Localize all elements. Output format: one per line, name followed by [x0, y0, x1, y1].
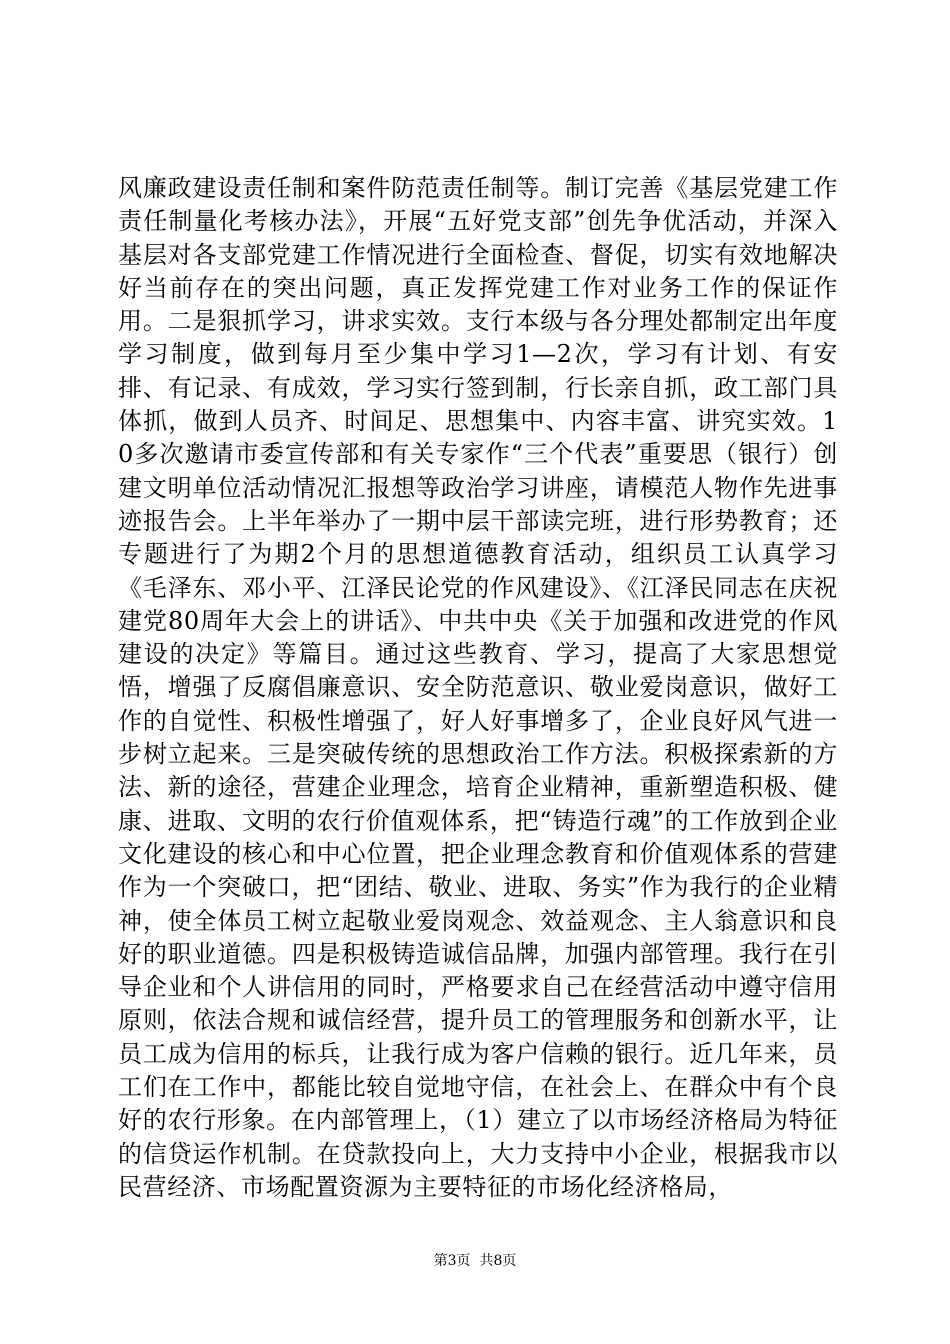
page-number-footer: 第3页 共8页	[433, 1253, 517, 1269]
body-paragraph: 风廉政建设责任制和案件防范责任制等。制订完善《基层党建工作责任制量化考核办法》，开展“五好党支部”创先争优活动，并深入基层对各支部党建工作情况进行全面检查、督促，切实有效地解决好当前存在的突出问题，真正发挥党建工作对业务工作的保证作用。二是狠抓学习，讲求实效。支行本级与各分理处都制定出年度学习制度，做到每月至少集中学习1—2次，学习有计划、有安排、有记录、有成效，学习实行签到制，行长亲自抓，政工部门具体抓，做到人员齐、时间足、思想集中、内容丰富、讲究实效。10多次邀请市委宣传部和有关专家作“三个代表”重要思（银行）创建文明单位活动情况汇报想等政治学习讲座，请模范人物作先进事迹报告会。上半年举办了一期中层干部读完班，进行形势教育；还专题进行了为期2个月的思想道德教育活动，组织员工认真学习《毛泽东、邓小平、江泽民论党的作风建设》、《江泽民同志在庆祝建党80周年大会上的讲话》、中共中央《关于加强和改进党的作风建设的决定》等篇目。通过这些教育、学习，提高了大家思想觉悟，增强了反腐倡廉意识、安全防范意识、敬业爱岗意识，做好工作的自觉性、积极性增强了，好人好事增多了，企业良好风气进一步树立起来。三是突破传统的思想政治工作方法。积极探索新的方法、新的途径，营建企业理念，培育企业精神，重新塑造积极、健康、进取、文明的农行价值观体系，把“铸造行魂”的工作放到企业文化建设的核心和中心位置，把企业理念教育和价值观体系的营建作为一个突破口，把“团结、敬业、进取、务实”作为我行的企业精神，使全体员工树立起敬业爱岗观念、效益观念、主人翁意识和良好的职业道德。四是积极铸造诚信品牌，加强内部管理。我行在引导企业和个人讲信用的同时，严格要求自己在经营活动中遵守信用原则，依法合规和诚信经营，提升员工的管理服务和创新水平，让员工成为信用的标兵，让我行成为客户信赖的银行。近几年来，员工们在工作中，都能比较自觉地守信，在社会上、在群众中有个良好的农行形象。在内部管理上，（1）建立了以市场经济格局为特征的信贷运作机制。在贷款投向上，大力支持中小企业，根据我市以民营经济、市场配置资源为主要特征的市场化经济格局，	[118, 174, 838, 1201]
